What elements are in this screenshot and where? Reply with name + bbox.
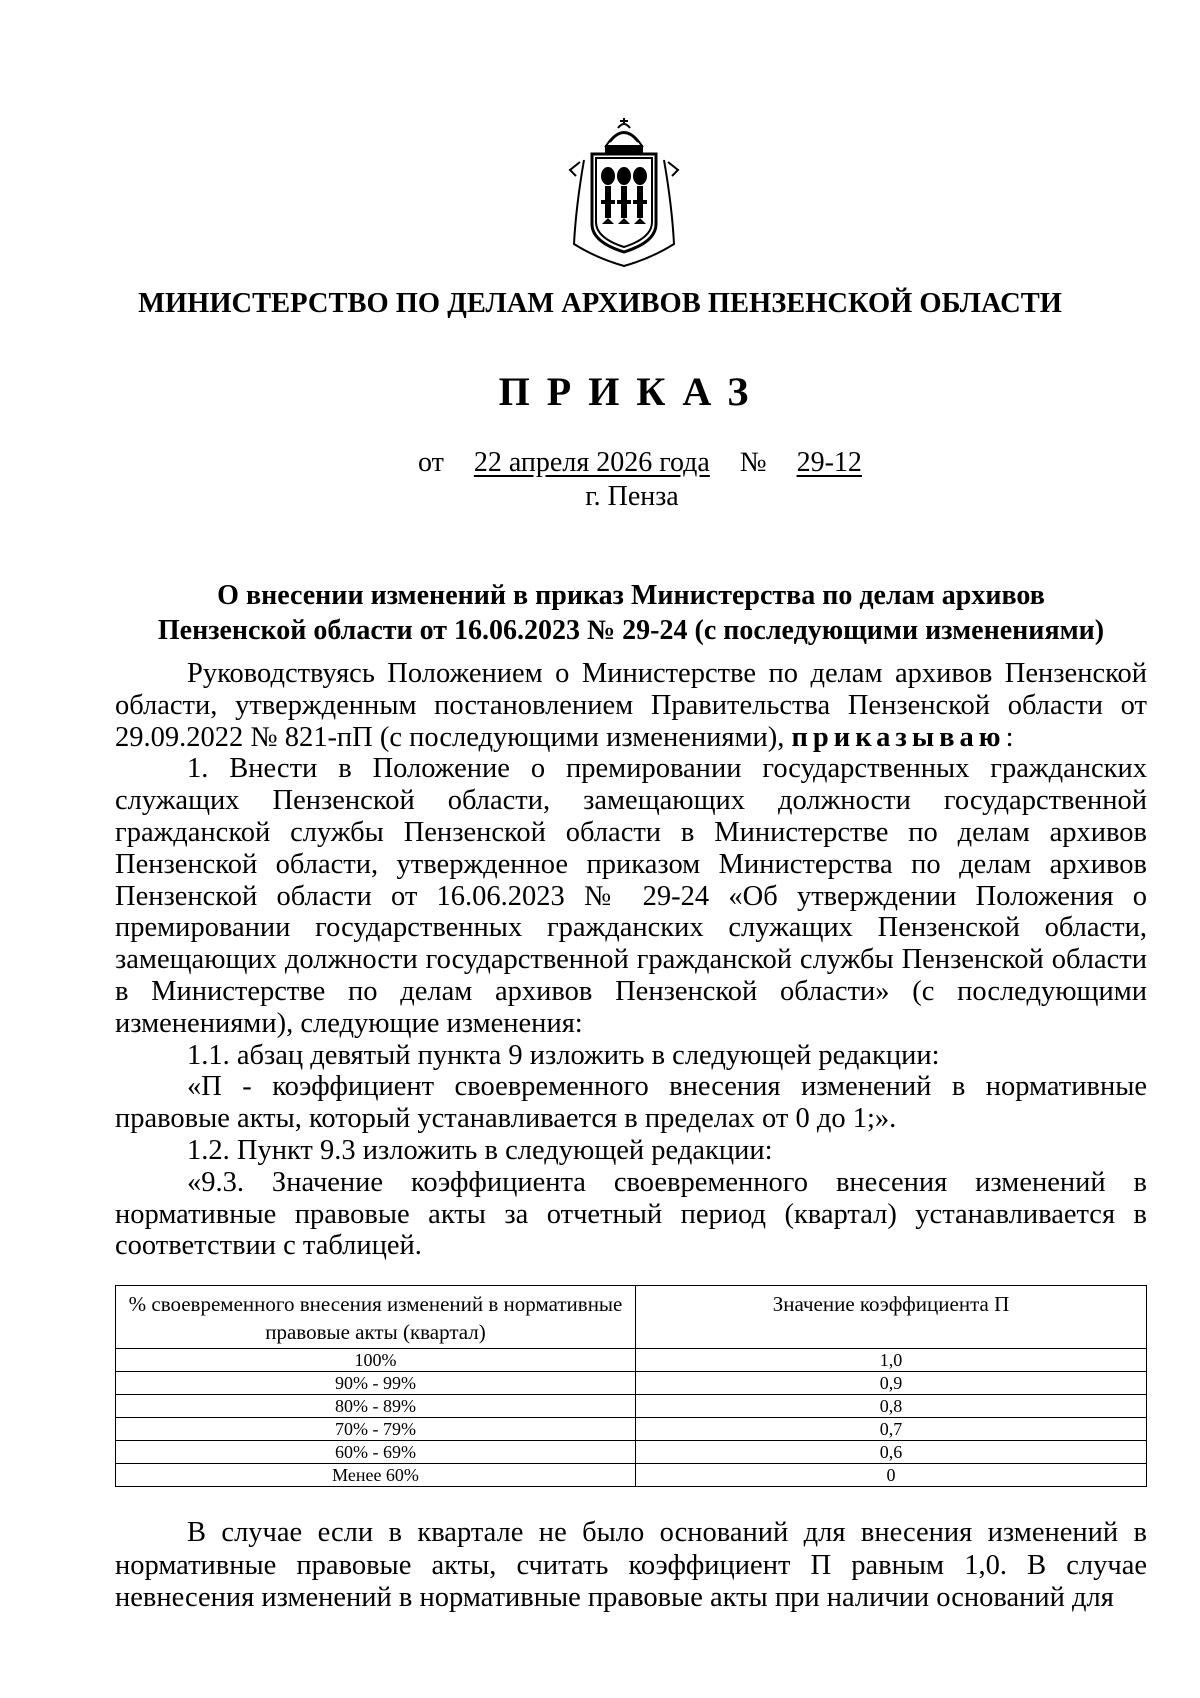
document-type-title: ПРИКАЗ	[498, 369, 766, 414]
after-table-paragraph: В случае если в квартале не было оснований для внесения изменений в нормативные правовые акты, считать коэффициент П равным 1,0. В случае невнесения изменений в нормативные правовые акты при наличии оснований для	[115, 1517, 1147, 1613]
table-row	[116, 1441, 1147, 1464]
subject-line-2: Пензенской области от 16.06.2023 № 29-24 (с последующими изменениями)	[157, 615, 1105, 646]
quote-1-paragraph: «П - коэффициент своевременного внесения изменений в нормативные правовые акты, который устанавливается в пределах от 0 до 1;».	[115, 1071, 1147, 1135]
city: г. Пенза	[585, 481, 679, 512]
table-cell-percent: 70% - 79%	[116, 1418, 636, 1441]
item-1-2-paragraph: 1.2. Пункт 9.3 изложить в следующей редакции:	[187, 1134, 773, 1166]
table-header-coefficient: Значение коэффициента П	[636, 1286, 1147, 1349]
preamble-end: :	[1005, 721, 1014, 753]
ministry-name: МИНИСТЕРСТВО ПО ДЕЛАМ АРХИВОВ ПЕНЗЕНСКОЙ ОБЛАСТИ	[138, 288, 1062, 319]
table-cell-value: 0,9	[636, 1372, 1147, 1395]
table-cell-percent: 100%	[116, 1349, 636, 1372]
table-header-percent: % своевременного внесения изменений в нормативные правовые акты (квартал)	[116, 1286, 636, 1349]
table-cell-value: 0	[636, 1464, 1147, 1487]
order-body	[115, 658, 1147, 1262]
subject-line-1: О внесении изменений в приказ Министерства по делам архивов	[217, 580, 1045, 611]
preamble-paragraph	[115, 658, 1147, 753]
table-row	[116, 1418, 1147, 1441]
table-cell-value: 0,7	[636, 1418, 1147, 1441]
after-table-text	[115, 1517, 1147, 1615]
table-cell-value: 0,8	[636, 1395, 1147, 1418]
coat-of-arms-emblem	[566, 116, 682, 268]
table-cell-percent: 60% - 69%	[116, 1441, 636, 1464]
table-cell-percent: 80% - 89%	[116, 1395, 636, 1418]
item-1-1-paragraph: 1.1. абзац девятый пункта 9 изложить в следующей редакции:	[187, 1039, 940, 1071]
table-header-row	[116, 1286, 1147, 1349]
coefficient-table	[115, 1285, 1147, 1487]
order-word: приказываю	[791, 721, 1006, 753]
table-row	[116, 1349, 1147, 1372]
table-row	[116, 1372, 1147, 1395]
quote-2-paragraph: «9.3. Значение коэффициента своевременного внесения изменений в нормативные правовые акты за отчетный период (квартал) устанавливается в соответствии с таблицей.	[115, 1166, 1147, 1262]
table-row	[116, 1464, 1147, 1487]
order-subject	[115, 578, 1147, 648]
table-cell-value: 0,6	[636, 1441, 1147, 1464]
date-prefix: от	[418, 447, 444, 478]
order-date: 22 апреля 2026 года	[473, 447, 710, 478]
table-cell-percent: Менее 60%	[116, 1464, 636, 1487]
preamble-text: Руководствуясь Положением о Министерстве по делам архивов Пензенской области, утвержденным постановлением Правительства Пензенской области от 29.09.2022 № 821-пП (с последующими изменениями),	[115, 658, 1147, 753]
table-cell-percent: 90% - 99%	[116, 1372, 636, 1395]
table-cell-value: 1,0	[636, 1349, 1147, 1372]
number-sign: №	[739, 447, 767, 478]
date-number-line	[418, 446, 862, 480]
table-row	[116, 1395, 1147, 1418]
order-number: 29-12	[796, 447, 862, 478]
item-1-paragraph: 1. Внести в Положение о премировании государственных гражданских служащих Пензенской области, замещающих должности государственной гражданской службы Пензенской области в Министерстве по делам архивов Пензенской области, утвержденное приказом Министерства по делам архивов Пензенской области от 16.06.2023 № 29-24 «Об утверждении Положения о премировании государственных гражданских служащих Пензенской области, замещающих должности государственной гражданской службы Пензенской области в Министерстве по делам архивов Пензенской области» (с последующими изменениями), следующие изменения:	[115, 753, 1147, 1039]
